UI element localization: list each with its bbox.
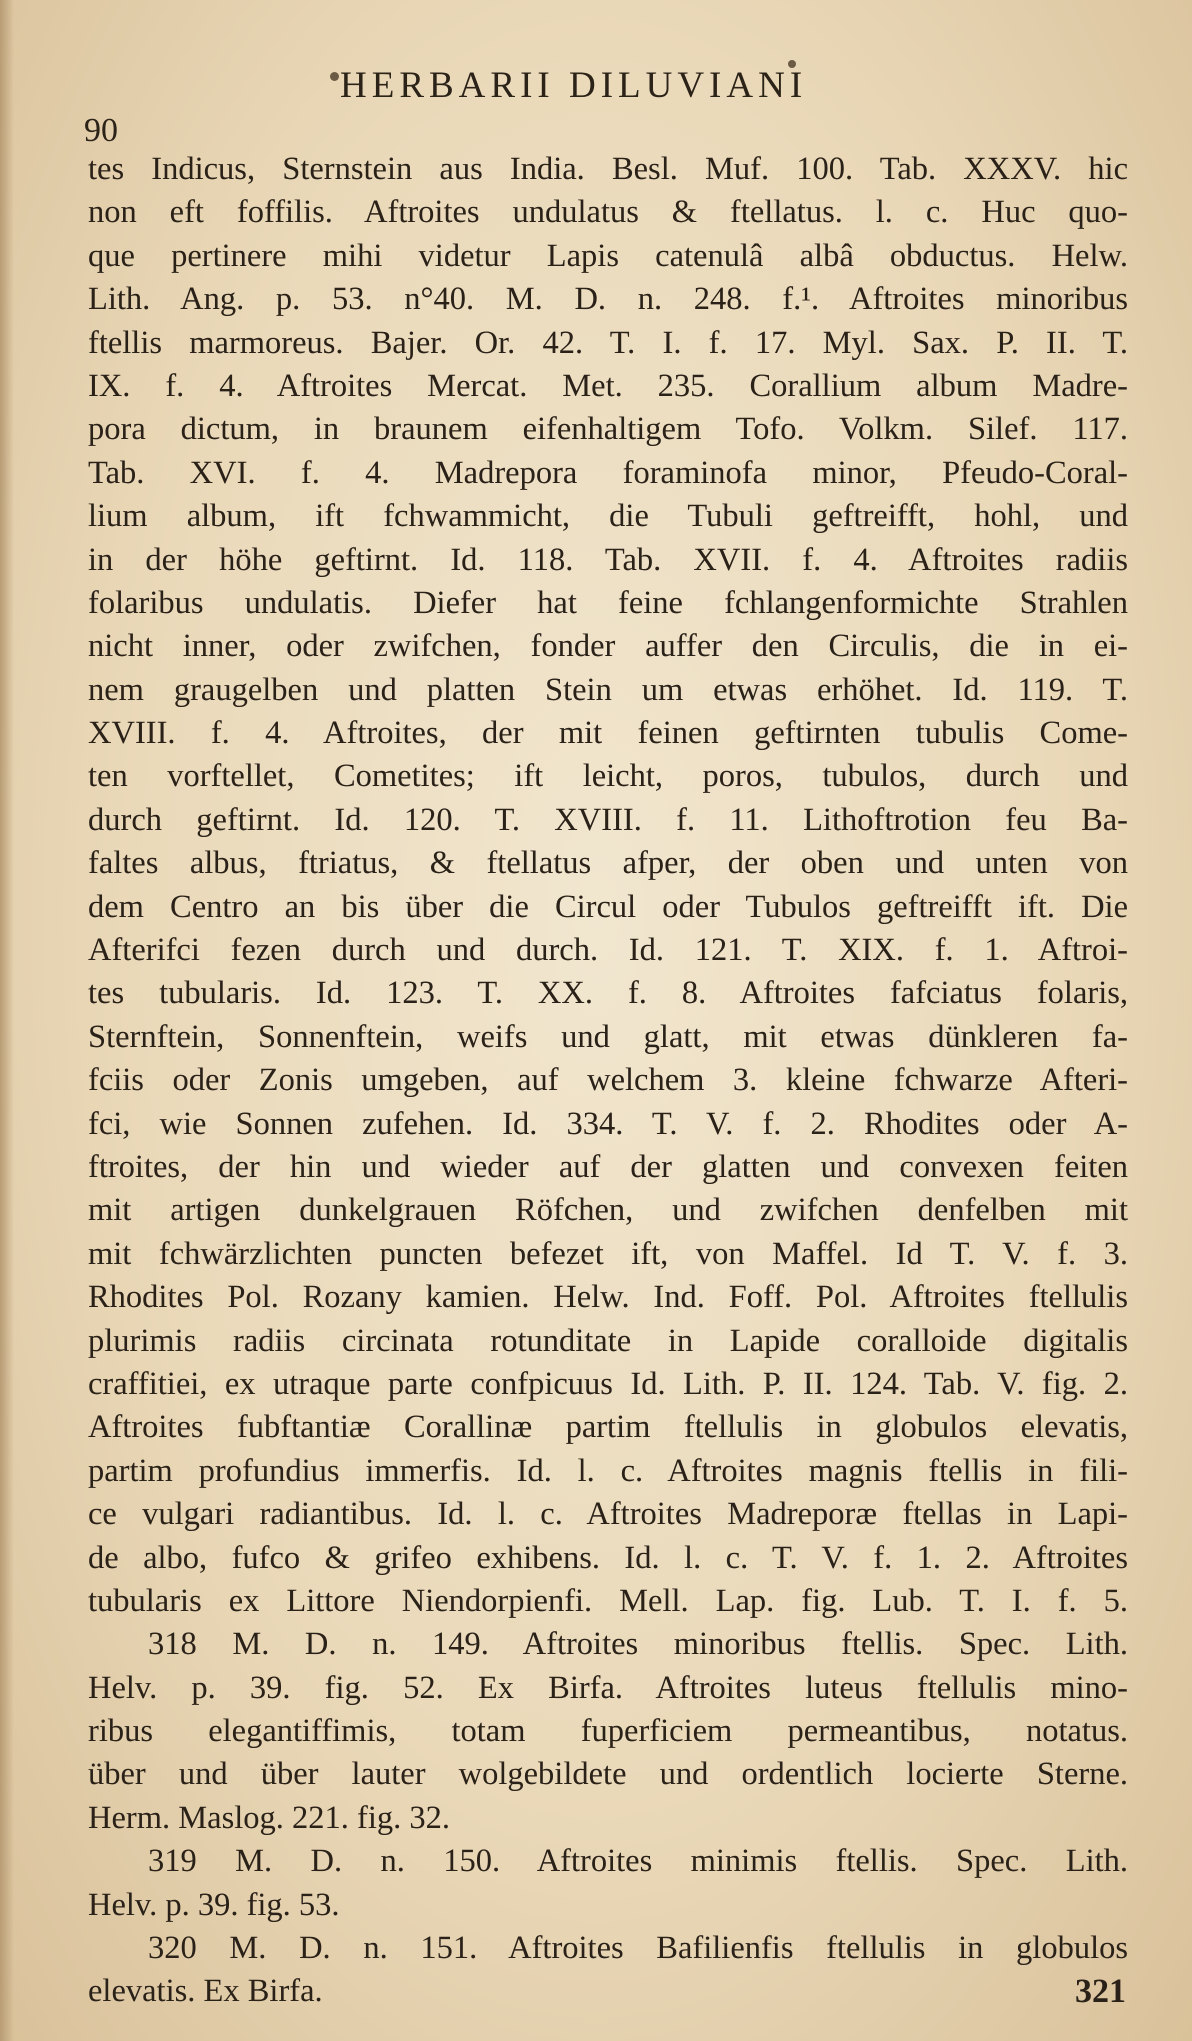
text-line: Afterifci fezen durch und durch. Id. 121. T. XIX. f. 1. Aftroi- [88,932,1128,969]
text-line: nem graugelben und platten Stein um etwas erhöhet. Id. 119. T. [88,671,1128,708]
text-line: XVIII. f. 4. Aftroites, der mit feinen geftirnten tubulis Come- [88,715,1128,752]
text-line: Rhodites Pol. Rozany kamien. Helw. Ind. Foff. Pol. Aftroites ftellulis [88,1279,1128,1316]
text-line: mit artigen dunkelgrauen Röfchen, und zwifchen denfelben mit [88,1192,1128,1229]
text-line: IX. f. 4. Aftroites Mercat. Met. 235. Corallium album Madre- [88,367,1128,404]
ink-spot [330,72,339,81]
text-line: ce vulgari radiantibus. Id. l. c. Aftroites Madreporæ ftellas in Lapi- [88,1496,1128,1533]
text-line: faltes albus, ftriatus, & ftellatus afper, der oben und unten von [88,845,1128,882]
text-line: Aftroites fubftantiæ Corallinæ partim ftellulis in globulos elevatis, [88,1409,1128,1446]
text-line: tes tubularis. Id. 123. T. XX. f. 8. Aftroites fafciatus folaris, [88,975,1128,1012]
text-line: Sternftein, Sonnenftein, weifs und glatt, mit etwas dünkleren fa- [88,1018,1128,1055]
text-line: tubularis ex Littore Niendorpienfi. Mell. Lap. fig. Lub. T. I. f. 5. [88,1582,1128,1619]
text-line: folaribus undulatis. Diefer hat feine fchlangenformichte Strahlen [88,584,1128,621]
page-edge-shadow [0,0,14,2041]
running-title: HERBARII DILUVIANI [340,65,808,106]
text-line: ten vorftellet, Cometites; ift leicht, poros, tubulos, durch und [88,758,1128,795]
text-line: Herm. Maslog. 221. fig. 32. [88,1799,450,1836]
text-line: lium album, ift fchwammicht, die Tubuli geftreifft, hohl, und [88,498,1128,535]
text-line: Tab. XVI. f. 4. Madrepora foraminofa minor, Pfeudo-Coral- [88,454,1128,491]
text-line: Helv. p. 39. fig. 53. [88,1886,340,1923]
text-line: ftroites, der hin und wieder auf der glatten und convexen feiten [88,1148,1128,1185]
text-line: ribus elegantiffimis, totam fuperficiem permeantibus, notatus. [88,1713,1128,1750]
text-line: craffitiei, ex utraque parte confpicuus Id. Lith. P. II. 124. Tab. V. fig. 2. [88,1365,1128,1402]
text-line: plurimis radiis circinata rotunditate in Lapide coralloide digitalis [88,1322,1128,1359]
text-line: durch geftirnt. Id. 120. T. XVIII. f. 11. Lithoftrotion feu Ba- [88,801,1128,838]
text-line: tes Indicus, Sternstein aus India. Besl. Muf. 100. Tab. XXXV. hic [88,151,1128,187]
text-body [88,148,1128,2014]
page-number: 90 [84,112,118,149]
entry-line-319: 319 M. D. n. 150. Aftroites minimis ftellis. Spec. Lith. [148,1843,1128,1880]
last-line-text: elevatis. Ex Birfa. [88,1973,323,2010]
text-line: dem Centro an bis über die Circul oder Tubulos geftreifft ift. Die [88,888,1128,925]
text-line: Lith. Ang. p. 53. n°40. M. D. n. 248. f.¹. Aftroites minoribus [88,281,1128,318]
catchword: 321 [1075,1973,1126,2011]
entry-line-318: 318 M. D. n. 149. Aftroites minoribus ftellis. Spec. Lith. [148,1626,1128,1663]
text-line: fciis oder Zonis umgeben, auf welchem 3. kleine fchwarze Afteri- [88,1062,1128,1099]
text-line: de albo, fufco & grifeo exhibens. Id. l. c. T. V. f. 1. 2. Aftroites [88,1539,1128,1576]
text-line: fci, wie Sonnen zufehen. Id. 334. T. V. f. 2. Rhodites oder A- [88,1105,1128,1142]
text-line: nicht inner, oder zwifchen, fonder auffer den Circulis, die in ei- [88,628,1128,665]
text-line: über und über lauter wolgebildete und ordentlich locierte Sterne. [88,1756,1128,1793]
text-line: in der höhe geftirnt. Id. 118. Tab. XVII. f. 4. Aftroites radiis [88,541,1128,578]
text-line: pora dictum, in braunem eifenhaltigem Tofo. Volkm. Silef. 117. [88,411,1128,448]
text-line: Helv. p. 39. fig. 52. Ex Birfa. Aftroites luteus ftellulis mino- [88,1669,1128,1706]
text-line: que pertinere mihi videtur Lapis catenulâ albâ obductus. Helw. [88,237,1128,274]
entry-line-320: 320 M. D. n. 151. Aftroites Bafilienfis ftellulis in globulos [148,1930,1128,1967]
text-line: mit fchwärzlichten puncten befezet ift, von Maffel. Id T. V. f. 3. [88,1235,1128,1272]
text-line: partim profundius immerfis. Id. l. c. Aftroites magnis ftellis in fili- [88,1452,1128,1489]
last-line [88,1970,1128,2013]
text-line: non eft foffilis. Aftroites undulatus & ftellatus. l. c. Huc quo- [88,194,1128,231]
text-line: ftellis marmoreus. Bajer. Or. 42. T. I. f. 17. Myl. Sax. P. II. T. [88,324,1128,361]
